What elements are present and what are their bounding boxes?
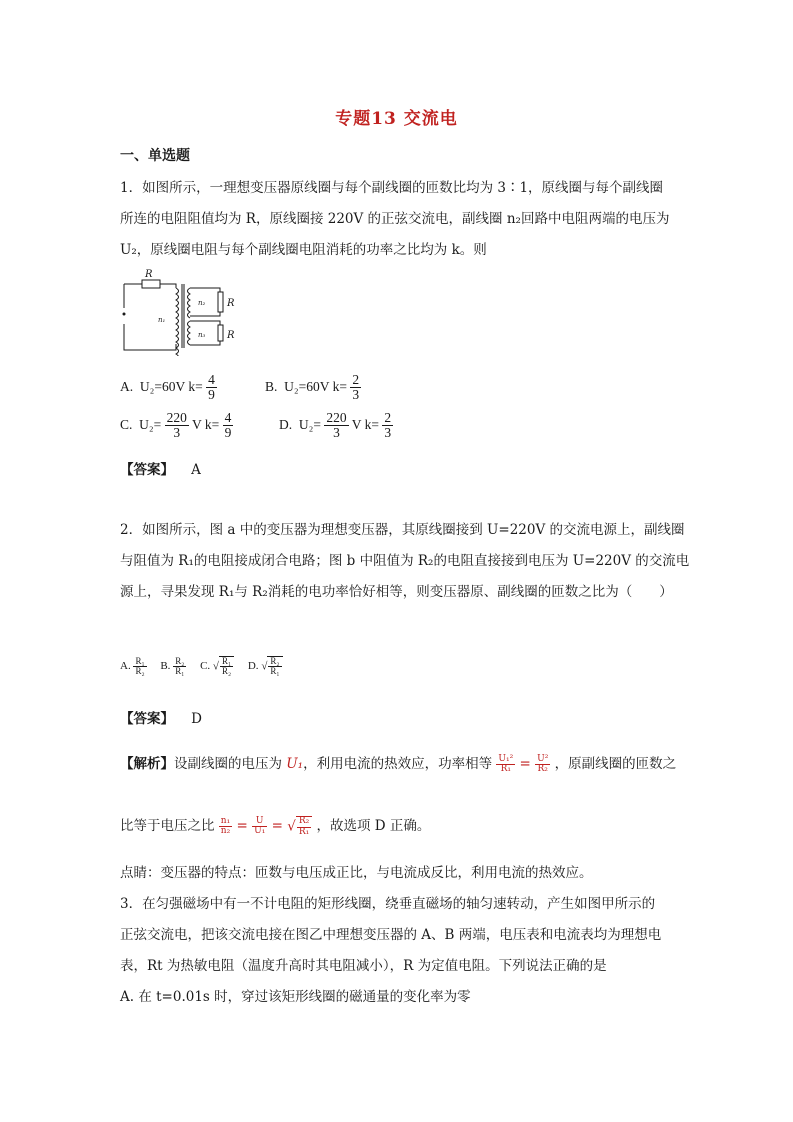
q1-option-b: B. U₂=60V k= $\frac{2}{3}$ bbox=[265, 372, 360, 403]
q2-analysis-line2: 比等于电压之比 $\frac{\text{n₁}}{\text{n₂}}$ = $\frac{U}{\text{U₁}}$ = √ $\frac{\text{R₂}}{\text{R₁}}$ ，故选项 D 正确。 bbox=[120, 815, 431, 837]
q1-figure-r1: R bbox=[227, 298, 235, 309]
q1-figure-n1: n₁ bbox=[158, 316, 166, 324]
q3-line1: 3．在匀强磁场中有一不计电阻的矩形线圈，绕垂直磁场的轴匀速转动，产生如图甲所示的 bbox=[120, 896, 656, 912]
q1-figure-n3: n₃ bbox=[198, 331, 206, 339]
q1-option-a: A. U₂=60V k= $\frac{4}{9}$ bbox=[120, 372, 215, 403]
q3-line3: 表，Rt 为热敏电阻（温度升高时其电阻减小），R 为定值电阻。下列说法正确的是 bbox=[120, 958, 607, 974]
q2-answer: 【答案】 D bbox=[120, 711, 202, 727]
q1-answer: 【答案】 A bbox=[120, 462, 201, 478]
q2-options: A. $\frac{\text{R₁}}{\text{R₂}}$ B. $\frac{\text{R₂}}{\text{R₁}}$ C. √ $\frac{\text{R₁}}{\text{R₂}}$ D. √ $\frac{\text{R₂}}{\text{R₁}}$ bbox=[120, 656, 283, 677]
q3-option-a: A. 在 t=0.01s 时，穿过该矩形线圈的磁通量的变化率为零 bbox=[120, 989, 471, 1005]
q2-line2: 与阻值为 R₁的电阻接成闭合电路；图 b 中阻值为 R₂的电阻直接接到电压为 U=220V 的交流电 bbox=[120, 553, 690, 569]
q2-note: 点睛：变压器的特点：匝数与电压成正比，与电流成反比，利用电流的热效应。 bbox=[120, 865, 593, 881]
q1-line1: 1．如图所示，一理想变压器原线圈与每个副线圈的匝数比均为 3∶1，原线圈与每个副线圈 bbox=[120, 180, 664, 196]
q2-line3: 源上，寻果发现 R₁与 R₂消耗的电功率恰好相等，则变压器原、副线圈的匝数之比为（ ） bbox=[120, 584, 673, 600]
q1-figure-r-top: R bbox=[145, 269, 153, 280]
q2-analysis-line1: 【解析】设副线圈的电压为 U₁，利用电流的热效应，功率相等 $\frac{\text{U₁²}}{\text{R₁}}$ = $\frac{\text{U²}}{\text{R₂}}$ ，原副线圈的匝数之 bbox=[120, 753, 677, 774]
q2-line1: 2．如图所示，图 a 中的变压器为理想变压器，其原线圈接到 U=220V 的交流电源上，副线圈 bbox=[120, 522, 685, 538]
q3-line2: 正弦交流电，把该交流电接在图乙中理想变压器的 A、B 两端，电压表和电流表均为理想电 bbox=[120, 927, 662, 943]
q1-figure-r2: R bbox=[227, 330, 235, 341]
q1-line3: U₂，原线圈电阻与每个副线圈电阻消耗的功率之比均为 k。则 bbox=[120, 242, 487, 258]
q1-transformer-figure bbox=[118, 266, 248, 356]
page-title: 专题13 交流电 bbox=[335, 109, 458, 129]
q1-option-c: C. U₂= $\frac{220}{3}$ V k= $\frac{4}{9}$ bbox=[120, 410, 232, 441]
q1-figure-n2: n₂ bbox=[198, 299, 206, 307]
q1-option-d: D. U₂= $\frac{220}{3}$ V k= $\frac{2}{3}$ bbox=[279, 410, 392, 441]
q1-line2: 所连的电阻阻值均为 R，原线圈接 220V 的正弦交流电，副线圈 n₂回路中电阻两端的电压为 bbox=[120, 211, 670, 227]
section-heading: 一、单选题 bbox=[120, 148, 190, 164]
